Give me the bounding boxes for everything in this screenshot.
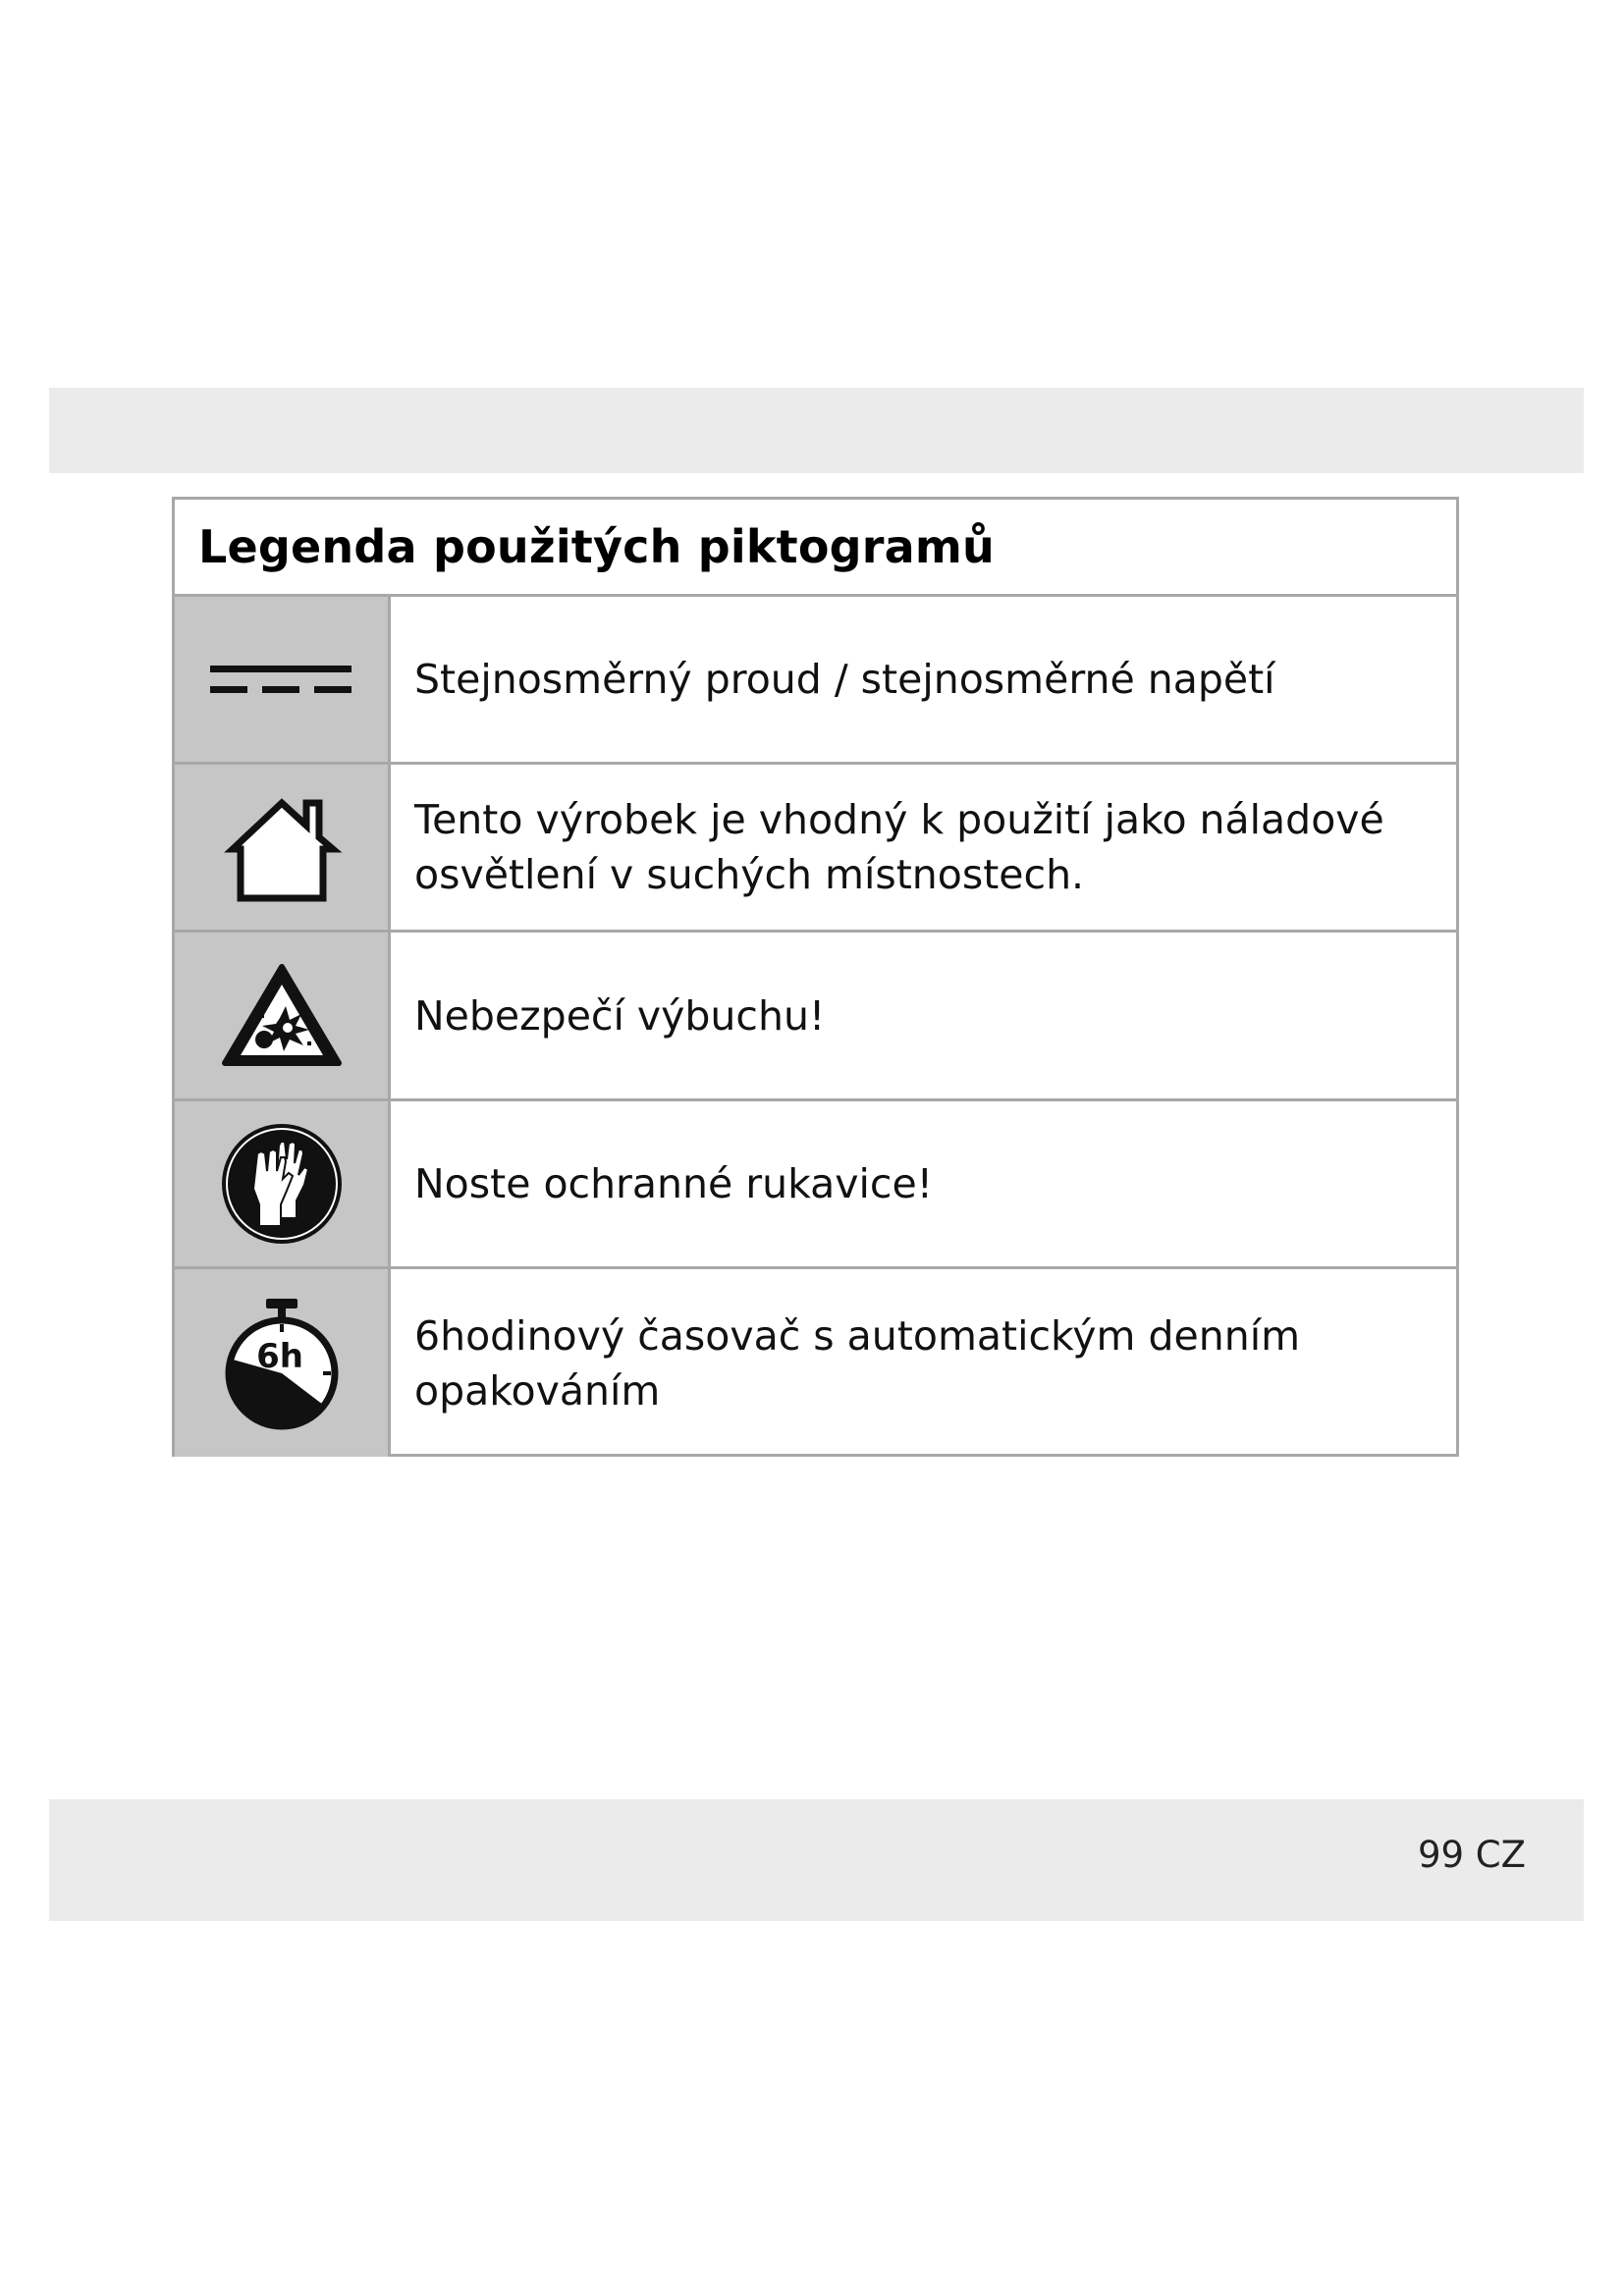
legend-title: Legenda použitých piktogramů: [175, 500, 1456, 597]
legend-row-text: [391, 1269, 1456, 1457]
legend-row: [175, 1101, 1456, 1269]
footer-band: [49, 1799, 1584, 1921]
legend-row-text: [391, 597, 1456, 762]
icon-cell: [175, 597, 391, 762]
legend-row: [175, 765, 1456, 933]
row-description: Stejnosměrný proud / stejnosměrné napětí: [414, 656, 1275, 703]
legend-row: [175, 933, 1456, 1101]
house-icon: [213, 788, 351, 906]
timer-6h-icon: [221, 1295, 343, 1432]
icon-cell: [175, 765, 391, 930]
header-band: [49, 388, 1584, 473]
legend-row-text: [391, 765, 1456, 930]
pictogram-legend-table: [172, 497, 1459, 1457]
legend-row-text: [391, 933, 1456, 1098]
legend-row: [175, 1269, 1456, 1457]
icon-cell: [175, 933, 391, 1098]
icon-cell: [175, 1269, 391, 1457]
row-description: 6hodinový časovač s automatickým denním opakováním: [414, 1311, 1301, 1415]
legend-row: [175, 597, 1456, 765]
icon-cell: [175, 1101, 391, 1266]
direct-current-icon: [208, 650, 355, 709]
timer-label: 6h: [255, 1336, 303, 1376]
row-description: Nebezpečí výbuchu!: [414, 991, 826, 1040]
legend-row-text: [391, 1101, 1456, 1266]
explosion-warning-icon: [221, 963, 343, 1069]
row-description: Tento výrobek je vhodný k použití jako náladové osvětlení v suchých místnostech.: [414, 796, 1384, 898]
protective-gloves-icon: [218, 1120, 346, 1248]
row-description: Noste ochranné rukavice!: [414, 1160, 934, 1207]
page-number: 99 CZ: [1417, 1834, 1526, 1876]
